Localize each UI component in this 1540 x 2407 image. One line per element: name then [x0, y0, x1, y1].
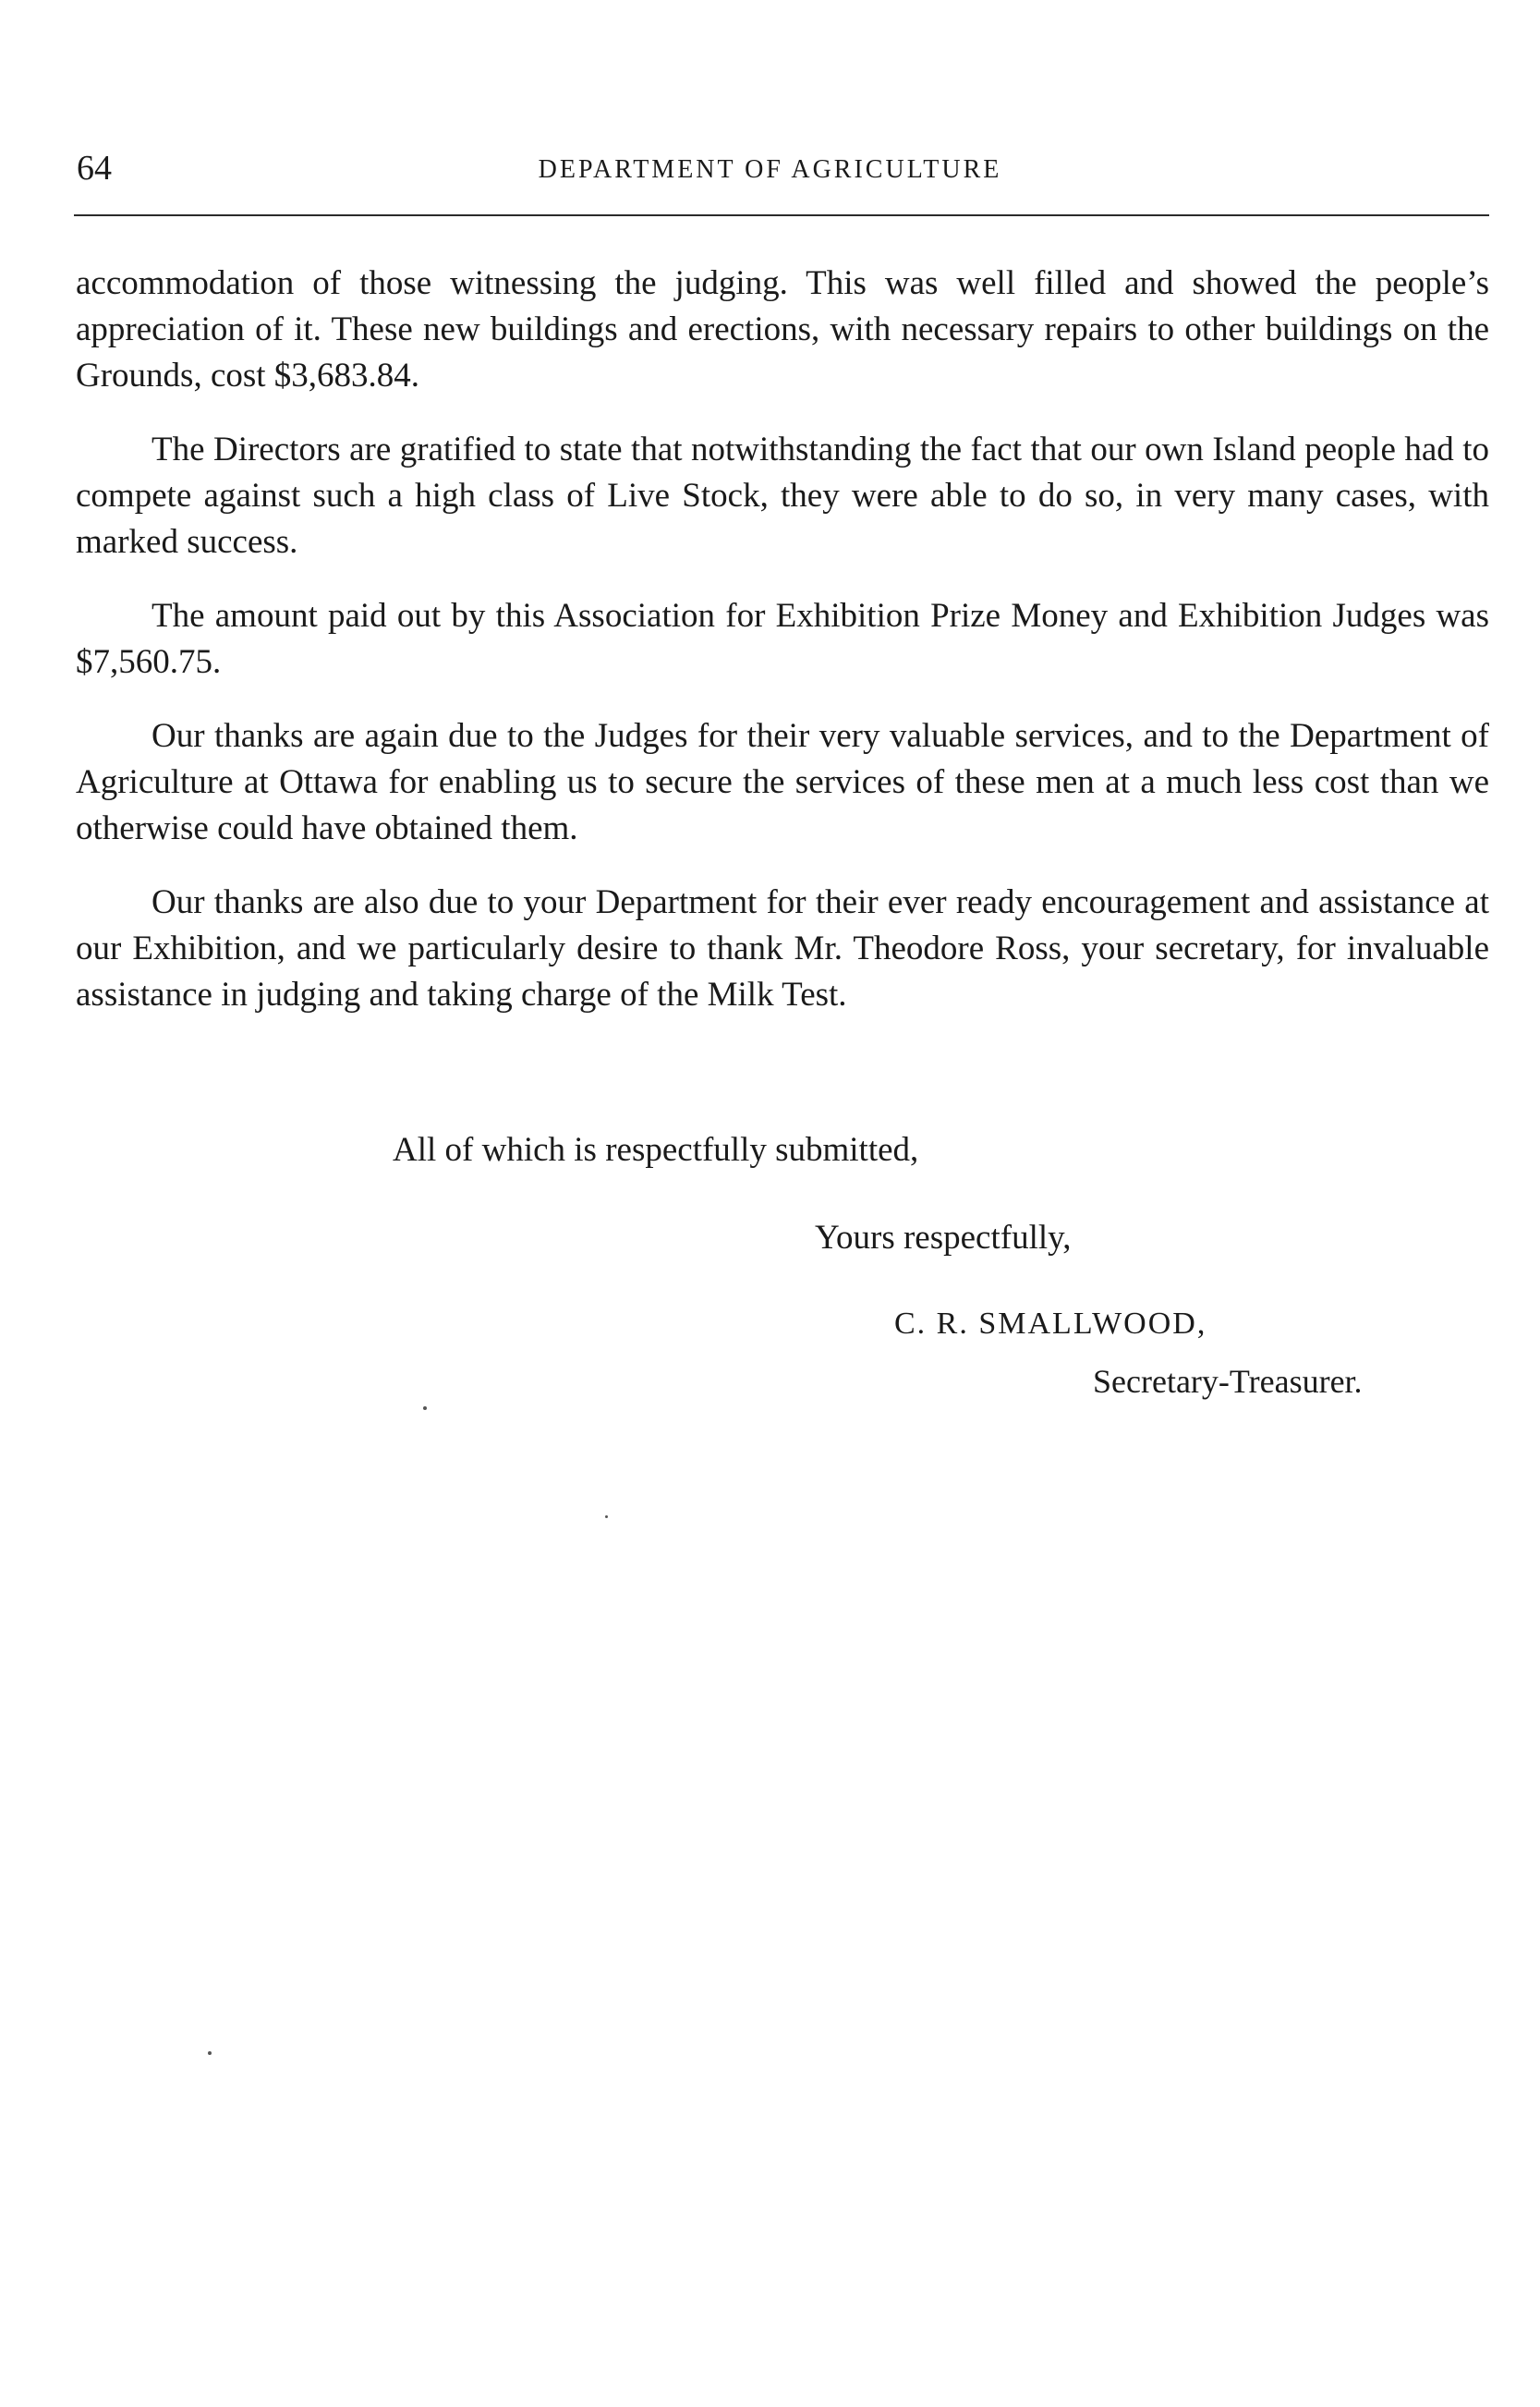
body-text	[76, 261, 1489, 1046]
closing-statement: All of which is respectfully submitted,	[393, 1131, 919, 1169]
scan-speck	[605, 1515, 608, 1518]
paragraph-thanks-department: Our thanks are also due to your Department for their ever ready encouragement and assistance at our Exhibition, and we particularly desire to thank Mr. Theodore Ross, your secretary, for invaluable assistance in judging and taking charge of the Milk Test.	[76, 883, 1489, 1014]
paragraph-amount-paid: The amount paid out by this Association for Exhibition Prize Money and Exhibition Judges was $7,560.75.	[76, 597, 1489, 681]
paragraph-directors: The Directors are gratified to state that notwithstanding the fact that our own Island people had to compete against such a high class of Live Stock, they were able to do so, in very many cases, with marked success.	[76, 431, 1489, 561]
scan-speck	[423, 1406, 427, 1410]
salutation: Yours respectfully,	[815, 1219, 1072, 1257]
running-title: DEPARTMENT OF AGRICULTURE	[538, 155, 1002, 184]
paragraph-continuation: accommodation of those witnessing the judging. This was well filled and showed the people’s appreciation of it. These new buildings and erections, with necessary repairs to other buildings on the Grounds, cost $3,683.84.	[76, 264, 1489, 395]
scan-speck	[208, 2051, 212, 2055]
paragraph-thanks-judges: Our thanks are again due to the Judges for their very valuable services, and to the Department of Agriculture at Ottawa for enabling us to secure the services of these men at a much less cost than we otherwise could have obtained them.	[76, 717, 1489, 847]
signatory-name: C. R. SMALLWOOD,	[894, 1307, 1207, 1341]
header-rule	[74, 214, 1489, 216]
signatory-title: Secretary-Treasurer.	[1093, 1363, 1363, 1400]
page-number: 64	[77, 149, 112, 188]
